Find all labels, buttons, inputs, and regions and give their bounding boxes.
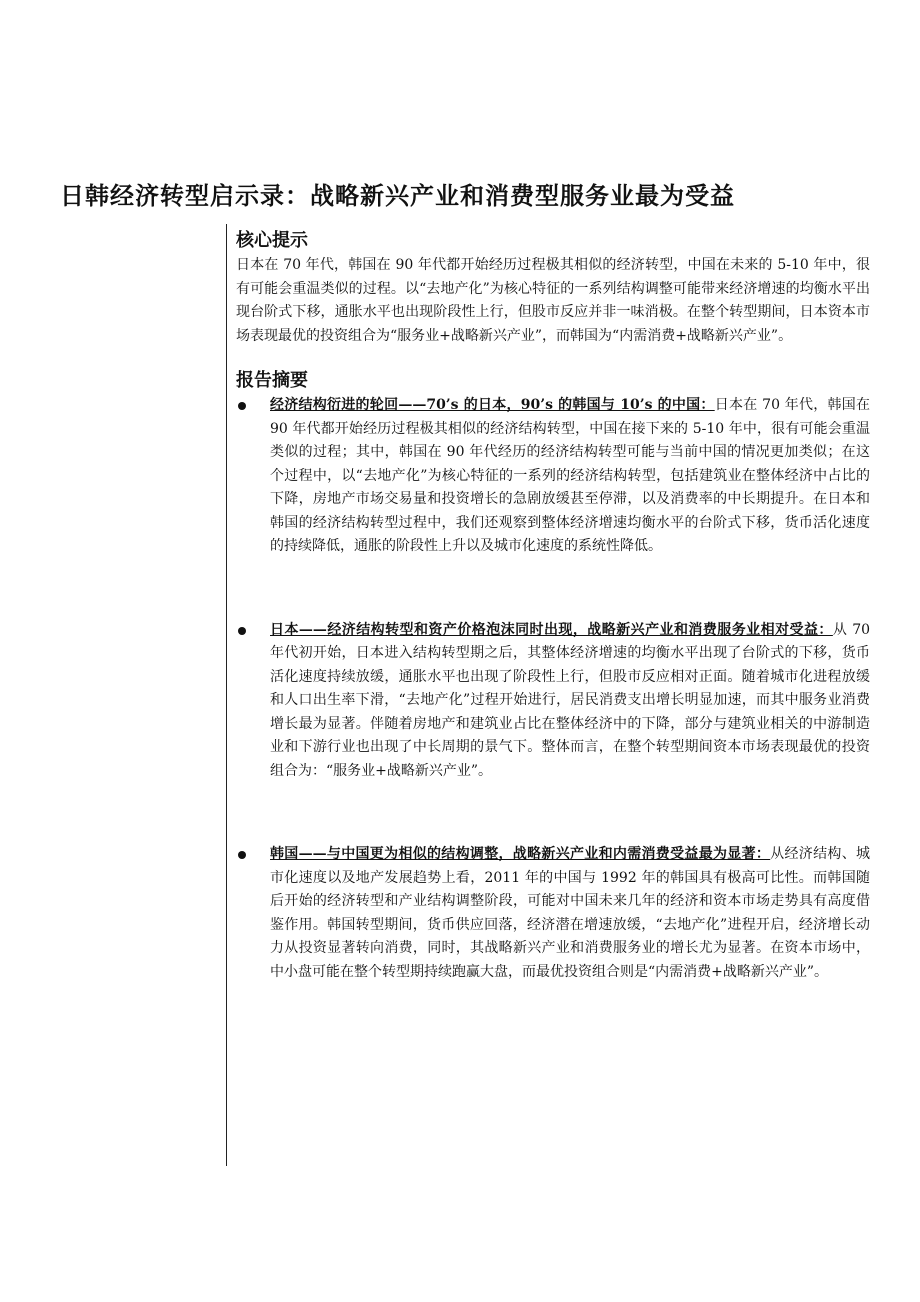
summary-item-body: 日本在 70 年代，韩国在 90 年代都开始经历过程极其相似的经济结构转型，中国在接下来的 5-10 年中，很有可能会重温类似的过程；其中，韩国在 90 年代经历的经济结构转型可能与当前中国的情况更加类似；在这个过程中，以“去地产化”为核心特征的一系列的经济结构转型，包括建筑业在整体经济中占比的下降，房地产市场交易量和投资增长的急剧放缓甚至停滞，以及消费率的中长期提升。在日本和韩国的经济结构转型过程中，我们还观察到整体经济增速均衡水平的台阶式下移，货币活化速度的持续降低，通胀的阶段性上升以及城市化速度的系统性降低。 [270,397,870,554]
summary-item-text [270,843,870,984]
bullet-icon [238,627,246,635]
core-text: 日本在 70 年代，韩国在 90 年代都开始经历过程极其相似的经济转型，中国在未来的 5-10 年中，很有可能会重温类似的过程。以“去地产化”为核心特征的一系列结构调整可能带来经济增速的均衡水平出现台阶式下移，通胀水平也出现阶段性上行，但股市反应并非一味消极。在整个转型期间，日本资本市场表现最优的投资组合为“服务业+战略新兴产业”，而韩国为“内需消费+战略新兴产业”。 [236,257,870,344]
summary-item [236,843,870,984]
summary-section [236,366,870,984]
summary-item-text [270,619,870,784]
summary-item-lead: 日本——经济结构转型和资产价格泡沫同时出现，战略新兴产业和消费服务业相对受益： [270,621,833,638]
summary-item-body: 从 70 年代初开始，日本进入结构转型期之后，其整体经济增速的均衡水平出现了台阶式的下移，货币活化速度持续放缓，通胀水平也出现了阶段性上行，但股市反应相对正面。随着城市化进程放缓和人口出生率下滑，“去地产化”过程开始进行，居民消费支出增长明显加速，而其中服务业消费增长最为显著。伴随着房地产和建筑业占比在整体经济中的下降，部分与建筑业相关的中游制造业和下游行业也出现了中长周期的景气下。整体而言，在整个转型期间资本市场表现最优的投资组合为：“服务业+战略新兴产业”。 [270,621,871,779]
summary-item-lead: 韩国——与中国更为相似的结构调整，战略新兴产业和内需消费受益最为显著： [270,846,771,862]
report-title: 日韩经济转型启示录：战略新兴产业和消费型服务业最为受益 [60,182,735,210]
summary-item-lead: 经济结构衍进的轮回——70’s 的日本，90’s 的韩国与 10’s 的中国： [270,397,715,413]
bullet-icon [238,402,246,410]
core-section [236,226,870,348]
summary-item-body: 从经济结构、城市化速度以及地产发展趋势上看，2011 年的中国与 1992 年的韩国具有极高可比性。而韩国随后开始的经济转型和产业结构调整阶段，可能对中国未来几年的经济和资本市场走势具有高度借鉴作用。韩国转型期间，货币供应回落，经济潜在增速放缓，“去地产化”进程开启，经济增长动力从投资显著转向消费，同时，其战略新兴产业和消费服务业的增长尤为显著。在资本市场中，中小盘可能在整个转型期持续跑赢大盘，而最优投资组合则是“内需消费+战略新兴产业”。 [270,846,871,980]
bullet-icon [238,851,246,859]
summary-item [236,619,870,784]
summary-list [236,394,870,984]
core-heading: 核心提示 [236,230,308,251]
report-content [236,226,870,1002]
summary-heading: 报告摘要 [236,370,308,391]
summary-item-text [270,394,870,559]
left-divider-line [226,224,227,1166]
summary-item [236,394,870,559]
